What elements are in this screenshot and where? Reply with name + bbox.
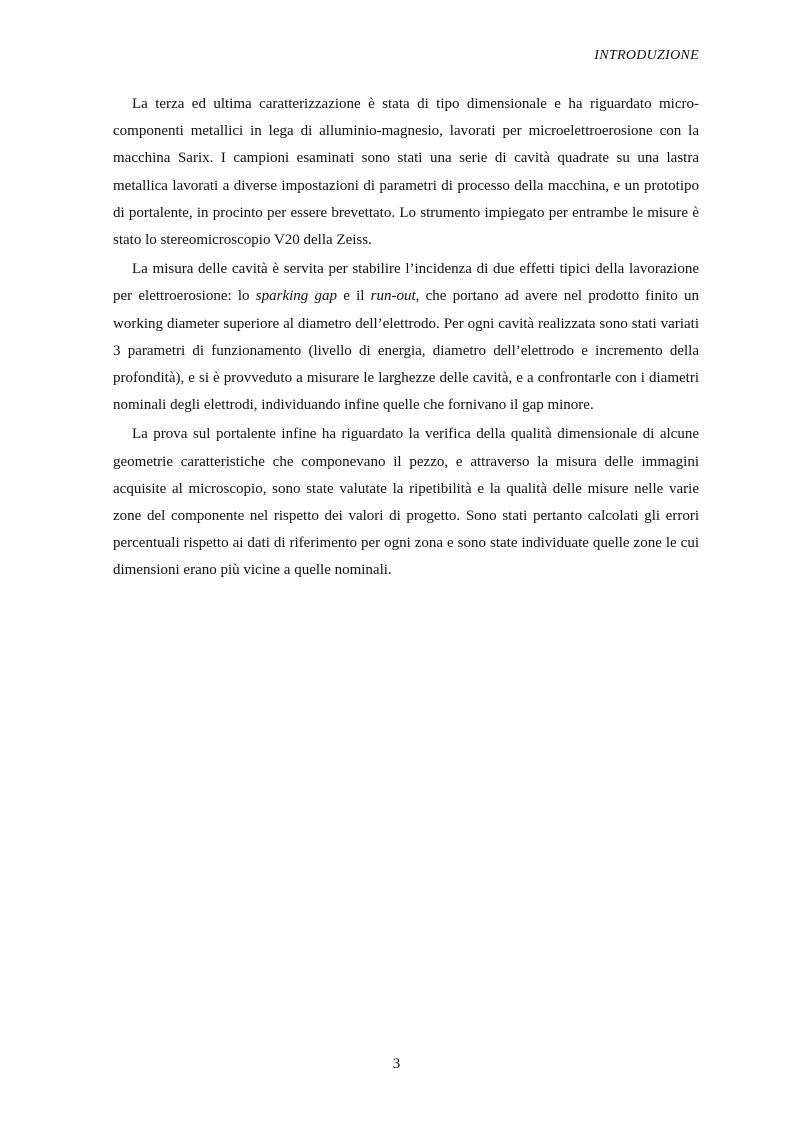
body-text bbox=[113, 91, 699, 585]
paragraph-2-text-c: , che portano ad avere nel prodotto finito un working diameter superiore al diametro dell’elettrodo. Per ogni cavità realizzata sono stati variati 3 parametri di funzionamento (livello di energia, diametro dell’elettrodo e incremento della profondità), e si è provveduto a misurare le larghezze delle cavità, e a confrontarle con i diametri nominali degli elettrodi, individuando infine quelle che fornivano il gap minore. bbox=[113, 288, 699, 414]
term-run-out: run-out bbox=[370, 288, 416, 305]
paragraph-3: La prova sul portalente infine ha riguardato la verifica della qualità dimensionale di alcune geometrie caratteristiche che componevano il pezzo, e attraverso la misura delle immagini acquisite al microscopio, sono state valutate la ripetibilità e la qualità delle misure nelle varie zone del componente nel rispetto dei valori di progetto. Sono stati pertanto calcolati gli errori percentuali rispetto ai dati di riferimento per ogni zona e sono state individuate quelle zone le cui dimensioni erano più vicine a quelle nominali. bbox=[113, 426, 699, 579]
paragraph-1: La terza ed ultima caratterizzazione è stata di tipo dimensionale e ha riguardato micro-componenti metallici in lega di alluminio-magnesio, lavorati per microelettroerosione con la macchina Sarix. I campioni esaminati sono stati una serie di cavità quadrate su una lastra metallica lavorati a diverse impostazioni di parametri di processo della macchina, e un prototipo di portalente, in procinto per essere brevettato. Lo strumento impiegato per entrambe le misure è stato lo stereomicroscopio V20 della Zeiss. bbox=[113, 96, 699, 249]
paragraph-2-text-b: e il bbox=[336, 288, 371, 305]
paragraph-2 bbox=[113, 256, 699, 419]
paragraph-2-text-a: La misura delle cavità è servita per stabilire l’incidenza di due effetti tipici della lavorazione per elettroerosione: lo bbox=[113, 261, 699, 305]
page-number: 3 bbox=[392, 1056, 401, 1072]
running-header: INTRODUZIONE bbox=[594, 48, 699, 63]
term-sparking-gap: sparking gap bbox=[255, 288, 337, 305]
